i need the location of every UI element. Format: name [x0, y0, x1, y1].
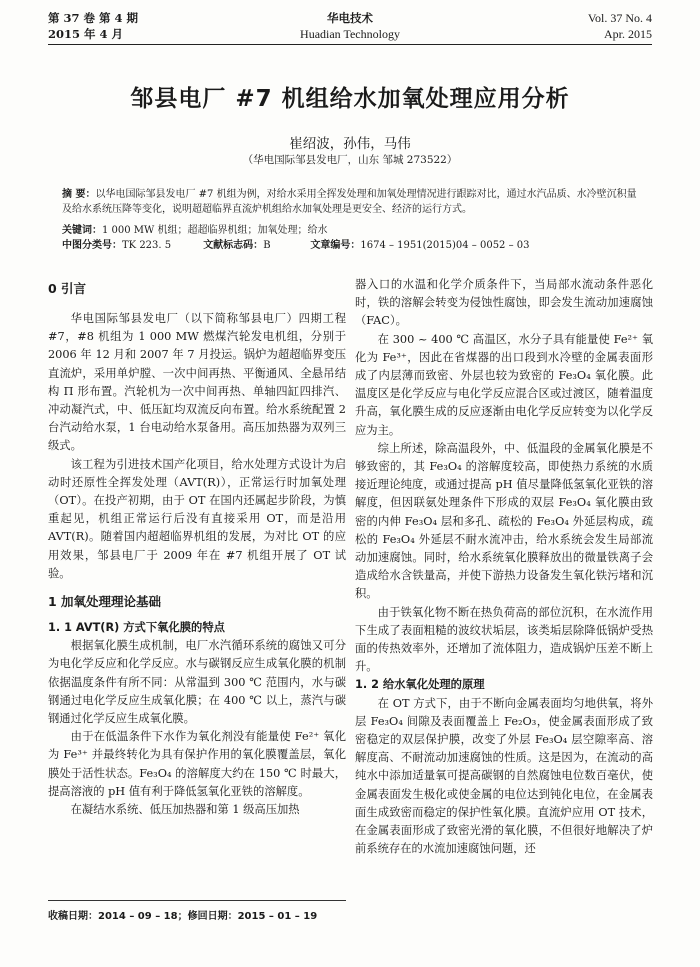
paragraph: 在凝结水系统、低压加热器和第 1 级高压加热: [70, 803, 300, 817]
paragraph: 器入口的水温和化学介质条件下，当局部水流动条件恶化时，铁的溶解会转变为侵蚀性腐蚀，即会发生流动加速腐蚀（FAC）。: [355, 278, 653, 328]
journal-name-en: Huadian Technology: [300, 27, 400, 41]
subsection-oxygen-heading: 1. 2 给水氧化处理的原理: [355, 678, 485, 692]
classification-line: [62, 238, 640, 253]
article-no-value: 1674 – 1951(2015)04 – 0052 – 03: [360, 240, 530, 251]
journal-name-cn: 华电技术: [327, 11, 373, 25]
paragraph: 该工程为引进技术国产化项目，给水处理方式设计为启动时还原性全挥发处理（AVT(R)），正常运行时加氧处理（OT）。在投产初期，由于 OT 在国内还属起步阶段，为慎重起见，机组正常运行后没有直接采用 OT，而是沿用 AVT(R)。随着国内超超临界机组的发展，为对比 OT 的应用效果，邹县电厂于 2009 年在 #7 机组开展了 OT 试验。: [48, 457, 346, 580]
article-no-label: 文章编号：: [310, 240, 361, 251]
paragraph: 在 300 ~ 400 ℃ 高温区，水分子具有能量使 Fe²⁺ 氧化为 Fe³⁺，因此在省煤器的出口段到水冷壁的金属表面形成了内层薄而致密、外层也较为致密的 Fe₃O₄ 氧化膜。此温度区是化学反应与电化学反应混合区或过渡区，随着温度升高，氧化膜生成的反应逐渐由电化学反应转变为以化学反应为主。: [355, 332, 653, 437]
right-column: [355, 276, 653, 859]
doc-code-label: 文献标志码：: [203, 240, 264, 251]
abstract-text: 以华电国际邹县发电厂 #7 机组为例，对给水采用全挥发处理和加氧处理情况进行跟踪对比，通过水汽品质、水冷壁沉积量及给水系统压降等变化，说明超超临界直流炉机组给水加氧处理是更安全、经济的运行方式。: [62, 189, 637, 215]
section-theory-heading: 1 加氧处理理论基础: [48, 594, 162, 610]
paragraph: 在 OT 方式下，由于不断向金属表面均匀地供氧，将外层 Fe₃O₄ 间隙及表面覆盖上 Fe₂O₃，使金属表面形成了致密稳定的双层保护膜，改变了外层 Fe₃O₄ 层空隙率高、溶解度高、不耐流动加速腐蚀的性质。这是因为，在流动的高纯水中添加适量氧可提高碳钢的自然腐蚀电位数百毫伏，使金属表面发生极化或使金属的电位达到钝化电位，在金属表面生成致密而稳定的保护性氧化膜。直流炉应用 OT 技术，在金属表面形成了致密光滑的氧化膜，不但很好地解决了炉前系统存在的水流加速腐蚀问题，还: [355, 696, 653, 856]
keywords-text: 1 000 MW 机组；超超临界机组；加氧处理；给水: [102, 225, 328, 236]
authors: 崔绍波，孙伟，马伟: [289, 136, 411, 152]
volume-issue-en: Vol. 37 No. 4: [587, 11, 652, 25]
received-dates-footnote: 收稿日期：2014 – 09 – 18；修回日期：2015 – 01 – 19: [48, 900, 346, 922]
paragraph: 华电国际邹县发电厂（以下简称邹县电厂）四期工程 #7，#8 机组为 1 000 MW 燃煤汽轮发电机组，分别于 2006 年 12 月和 2007 年 7 月投运。锅炉为超超临界变压直流炉，采用单炉膛、一次中间再热、平衡通风、全悬吊结构 Π 形布置。汽轮机为一次中间再热、单轴四缸四排汽、冲动凝汽式，中、低压缸均双流反向布置。给水系统配置 2 台汽动给水泵，1 台电动给水泵备用。高压加热器为双列三级式。: [48, 312, 346, 453]
doc-code-value: B: [263, 240, 271, 251]
journal-volume-en: [588, 10, 652, 42]
subsection-avt-heading: 1. 1 AVT(R) 方式下氧化膜的特点: [48, 621, 225, 635]
left-column: [48, 276, 346, 819]
paragraph: 由于在低温条件下水作为氧化剂没有能量使 Fe²⁺ 氧化为 Fe³⁺ 并最终转化为具有保护作用的氧化膜覆盖层，氧化膜处于活性状态。Fe₃O₄ 的溶解度大约在 150 ℃ 时最大，提高溶液的 pH 值有利于降低氢氧化亚铁的溶解度。: [48, 730, 346, 798]
keywords-label: 关键词：: [62, 225, 102, 236]
header-rule: [48, 44, 652, 45]
keywords: [62, 223, 640, 238]
date-cn: 2015 年 4 月: [48, 27, 124, 41]
affiliation: （华电国际邹县发电厂，山东 邹城 273522）: [242, 154, 458, 166]
class-label: 中图分类号：: [62, 240, 122, 251]
volume-issue-cn: 第 37 卷 第 4 期: [48, 11, 139, 25]
class-value: TK 223. 5: [122, 240, 172, 251]
paragraph: 根据氧化膜生成机制，电厂水汽循环系统的腐蚀又可分为电化学反应和化学反应。水与碳钢反应生成氧化膜的机制依据温度条件有所不同：从常温到 300 ℃ 范围内，水与碳钢通过电化学反应生成氧化膜；在 400 ℃ 以上，蒸汽与碳钢通过化学反应生成氧化膜。: [48, 639, 346, 726]
date-en: Apr. 2015: [604, 27, 652, 41]
paragraph: 综上所述，除高温段外，中、低温段的金属氧化膜是不够致密的，其 Fe₃O₄ 的溶解度较高，即使热力系统的水质接近理论纯度，或通过提高 pH 值尽量降低氢氧化亚铁的溶解度，但因联氨处理条件下形成的双层 Fe₃O₄ 氧化膜由致密的内伸 Fe₃O₄ 层和多孔、疏松的 Fe₃O₄ 外延层构成，疏松的 Fe₃O₄ 外延层不耐水流冲击，给水系统会发生局部流动加速腐蚀。同时，给水系统氧化膜释放出的微量铁离子会造成给水含铁量高，并使下游热力设备发生氧化铁污堵和沉积。: [355, 441, 653, 601]
paragraph: 由于铁氧化物不断在热负荷高的部位沉积，在水流作用下生成了表面粗糙的波纹状垢层，该类垢层除降低锅炉受热面的传热效率外，还增加了流体阻力，造成锅炉压差不断上升。: [355, 605, 653, 674]
section-introduction-heading: 0 引言: [48, 281, 87, 296]
abstract-label: 摘 要：: [62, 189, 96, 200]
abstract: [62, 187, 640, 217]
paper-title: 邹县电厂 #7 机组给水加氧处理应用分析: [130, 86, 570, 112]
